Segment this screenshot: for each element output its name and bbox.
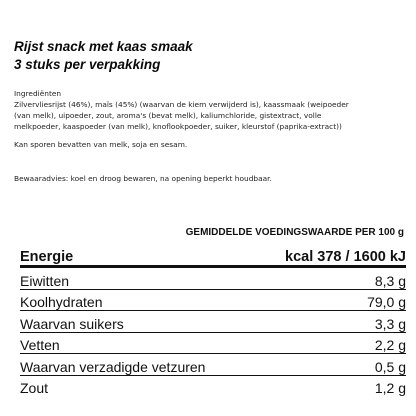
ingredients-heading: Ingrediënten — [14, 89, 62, 98]
ingredients-line: melkpoeder, kaaspoeder (van melk), knoflookpoeder, suiker, kleurstof (paprika-extract)) — [14, 122, 342, 131]
nutrient-value: 1,2 g — [374, 380, 406, 396]
energy-label: Energie — [20, 244, 254, 267]
nutrient-label: Vetten — [20, 332, 254, 354]
nutrition-row — [20, 311, 406, 333]
product-title — [14, 38, 193, 74]
nutrition-row — [20, 267, 406, 290]
allergen-notice: Kan sporen bevatten van melk, soja en sesam. — [14, 140, 188, 149]
package-count: 3 stuks per verpakking — [14, 57, 161, 72]
nutrition-row — [20, 289, 406, 311]
nutrient-value: 3,3 g — [254, 311, 406, 333]
nutrient-label: Zout — [20, 380, 49, 396]
ingredients-line: (van melk), uipoeder, zout, aroma's (bevat melk), kaliumchloride, gistextract, volle — [14, 111, 322, 120]
nutrient-value: 79,0 g — [254, 289, 406, 311]
storage-advice: Bewaaradvies: koel en droog bewaren, na opening beperkt houdbaar. — [14, 174, 272, 183]
ingredients-line: Zilvervliesrijst (46%), maïs (45%) (waarvan de kiem verwijderd is), kaassmaak (weipoeder — [14, 100, 349, 109]
nutrient-label: Eiwitten — [20, 267, 254, 290]
ingredients-block — [14, 88, 406, 132]
nutrition-row — [20, 375, 406, 396]
energy-value: kcal 378 / 1600 kJ — [254, 244, 406, 267]
nutrition-heading: GEMIDDELDE VOEDINGSWAARDE PER 100 g — [185, 227, 404, 238]
nutrition-row — [20, 354, 406, 376]
nutrient-label: Waarvan suikers — [20, 311, 254, 333]
nutrient-value: 2,2 g — [254, 332, 406, 354]
nutrient-label: Waarvan verzadigde vetzuren — [20, 354, 254, 376]
nutrition-row — [20, 332, 406, 354]
nutrient-value: 0,5 g — [254, 354, 406, 376]
nutrition-table — [20, 244, 406, 396]
energy-row — [20, 244, 406, 267]
nutrient-label: Koolhydraten — [20, 289, 254, 311]
product-name: Rijst snack met kaas smaak — [14, 39, 193, 54]
nutrient-value: 8,3 g — [254, 267, 406, 290]
